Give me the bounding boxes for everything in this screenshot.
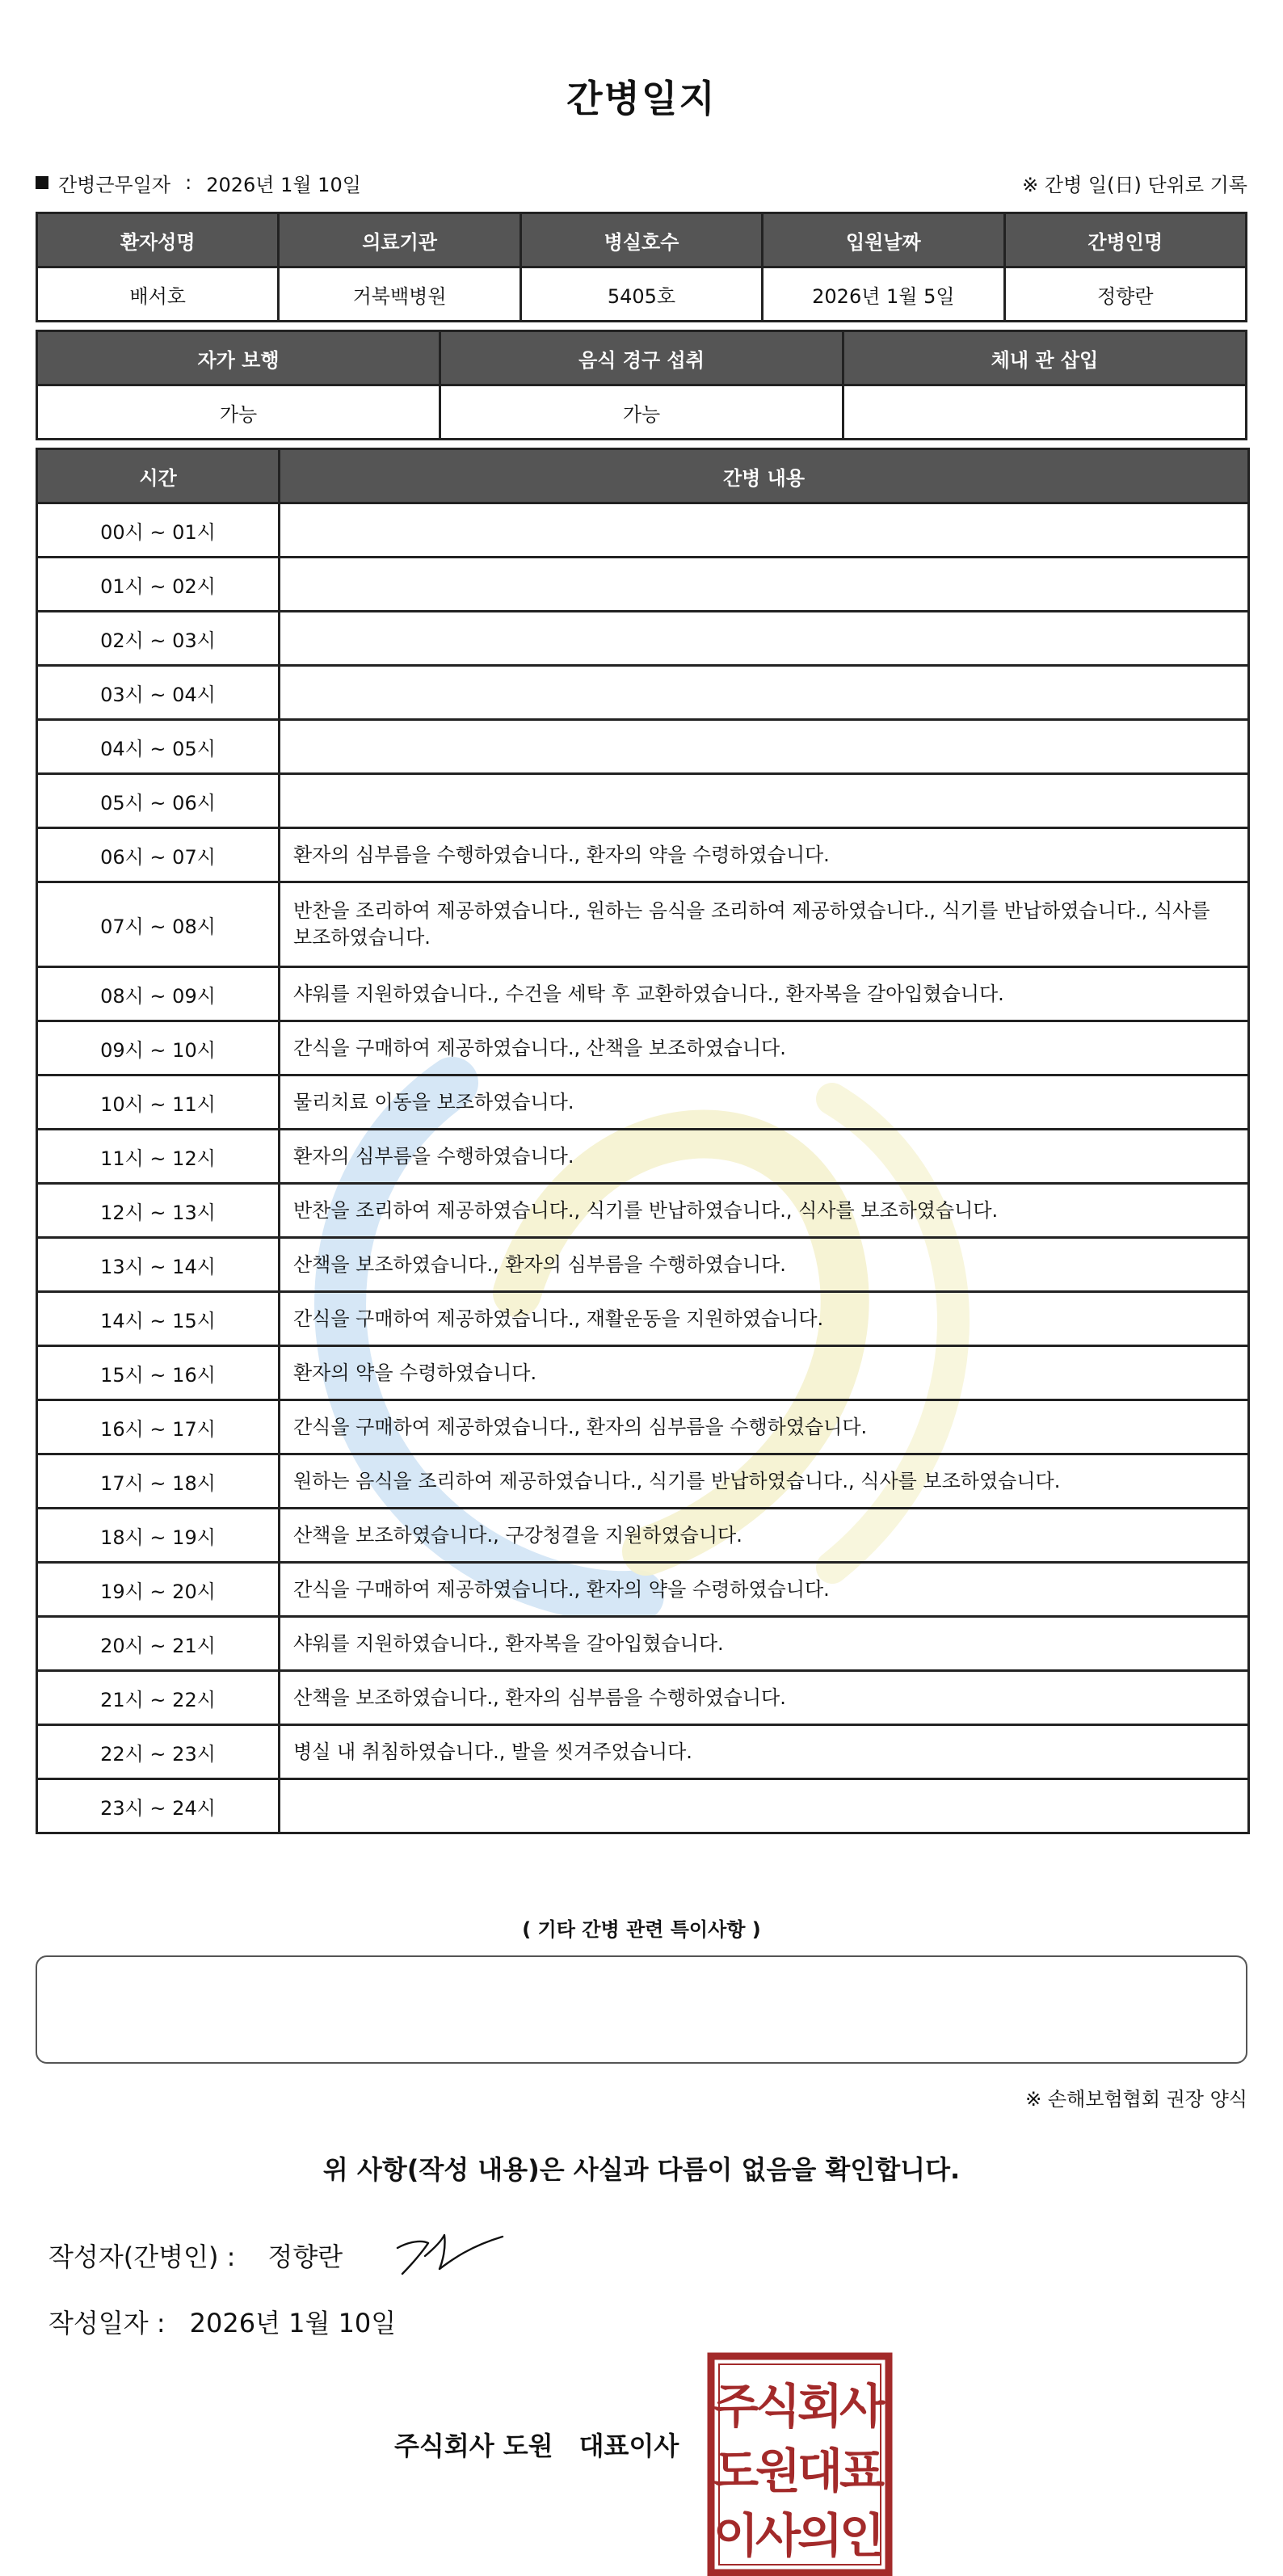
log-row [38, 612, 1250, 667]
header-admission-date: 입원날짜 [763, 214, 1005, 268]
log-row [38, 968, 1250, 1022]
log-time: 10시 ~ 11시 [38, 1076, 280, 1130]
log-content [280, 1780, 1250, 1834]
log-time: 13시 ~ 14시 [38, 1239, 280, 1293]
admission-date: 2026년 1월 5일 [763, 268, 1005, 322]
log-content [280, 667, 1250, 721]
log-content: 물리치료 이동을 보조하였습니다. [280, 1076, 1250, 1130]
log-time: 11시 ~ 12시 [38, 1130, 280, 1185]
header-hospital: 의료기관 [280, 214, 521, 268]
log-time: 08시 ~ 09시 [38, 968, 280, 1022]
log-row [38, 1780, 1250, 1834]
log-row [38, 775, 1250, 829]
log-row [38, 1401, 1250, 1455]
header-time: 시간 [38, 450, 280, 504]
header-walking: 자가 보행 [38, 332, 441, 386]
svg-text:회: 회 [797, 2379, 843, 2434]
log-content: 산책을 보조하였습니다., 환자의 심부름을 수행하였습니다. [280, 1239, 1250, 1293]
log-body [38, 504, 1250, 1834]
log-content: 산책을 보조하였습니다., 구강청결을 지원하였습니다. [280, 1509, 1250, 1564]
work-date-value: 2026년 1월 10일 [206, 173, 361, 196]
log-content: 환자의 심부름을 수행하였습니다., 환자의 약을 수령하였습니다. [280, 829, 1250, 883]
log-content: 간식을 구매하여 제공하였습니다., 산책을 보조하였습니다. [280, 1022, 1250, 1076]
log-content: 간식을 구매하여 제공하였습니다., 환자의 심부름을 수행하였습니다. [280, 1401, 1250, 1455]
notes-box [36, 1955, 1247, 2064]
log-time: 22시 ~ 23시 [38, 1726, 280, 1780]
log-row [38, 1022, 1250, 1076]
patient-info-table [36, 212, 1247, 322]
log-time: 12시 ~ 13시 [38, 1185, 280, 1239]
log-time: 07시 ~ 08시 [38, 883, 280, 968]
writer-label: 작성자(간병인) : [48, 2241, 236, 2272]
log-time: 23시 ~ 24시 [38, 1780, 280, 1834]
log-content: 병실 내 취침하였습니다., 발을 씻겨주었습니다. [280, 1726, 1250, 1780]
written-date-line [48, 2303, 396, 2340]
log-row [38, 504, 1250, 558]
company-seal-stamp [706, 2351, 894, 2576]
log-time: 04시 ~ 05시 [38, 721, 280, 775]
log-content: 간식을 구매하여 제공하였습니다., 재활운동을 지원하였습니다. [280, 1293, 1250, 1347]
log-row [38, 1293, 1250, 1347]
log-content [280, 612, 1250, 667]
svg-text:주: 주 [713, 2379, 759, 2434]
signature-image [393, 2224, 507, 2279]
header-caregiver: 간병인명 [1006, 214, 1247, 268]
log-row [38, 667, 1250, 721]
log-row [38, 883, 1250, 968]
log-time: 02시 ~ 03시 [38, 612, 280, 667]
log-row [38, 1618, 1250, 1672]
log-time: 21시 ~ 22시 [38, 1672, 280, 1726]
log-row [38, 558, 1250, 612]
header-room: 병실호수 [522, 214, 763, 268]
written-date-label: 작성일자 : [48, 2308, 166, 2338]
caregiver-name: 정향란 [1006, 268, 1247, 322]
log-content [280, 504, 1250, 558]
log-content: 간식을 구매하여 제공하였습니다., 환자의 약을 수령하였습니다. [280, 1564, 1250, 1618]
confirmation-statement: 위 사항(작성 내용)은 사실과 다름이 없음을 확인합니다. [322, 2154, 961, 2185]
notes-title: ( 기타 간병 관련 특이사항 ) [522, 1918, 761, 1941]
log-time: 19시 ~ 20시 [38, 1564, 280, 1618]
log-content: 산책을 보조하였습니다., 환자의 심부름을 수행하였습니다. [280, 1672, 1250, 1726]
work-date-label: 간병근무일자 [58, 173, 171, 196]
log-time: 20시 ~ 21시 [38, 1618, 280, 1672]
log-row [38, 1564, 1250, 1618]
page-title: 간병일지 [566, 77, 717, 120]
log-content [280, 558, 1250, 612]
svg-text:식: 식 [755, 2379, 801, 2434]
header-tube: 체내 관 삽입 [844, 332, 1247, 386]
care-log-table [36, 448, 1250, 1834]
patient-value-row [38, 268, 1247, 322]
log-time: 01시 ~ 02시 [38, 558, 280, 612]
log-row [38, 721, 1250, 775]
log-content: 원하는 음식을 조리하여 제공하였습니다., 식기를 반납하였습니다., 식사를 보조하였습니다. [280, 1455, 1250, 1509]
log-row [38, 829, 1250, 883]
room-number: 5405호 [522, 268, 763, 322]
svg-text:의: 의 [797, 2508, 843, 2563]
tube-value [844, 386, 1247, 440]
svg-text:이: 이 [713, 2508, 759, 2563]
log-content: 환자의 약을 수령하였습니다. [280, 1347, 1250, 1401]
log-header-row [38, 450, 1250, 504]
log-content: 반찬을 조리하여 제공하였습니다., 식기를 반납하였습니다., 식사를 보조하였습니다. [280, 1185, 1250, 1239]
status-header-row [38, 332, 1247, 386]
log-time: 05시 ~ 06시 [38, 775, 280, 829]
svg-text:도: 도 [713, 2443, 759, 2498]
svg-text:인: 인 [839, 2508, 885, 2563]
log-time: 14시 ~ 15시 [38, 1293, 280, 1347]
company-title: 대표이사 [578, 2431, 679, 2461]
log-time: 17시 ~ 18시 [38, 1455, 280, 1509]
company-name: 주식회사 도원 [394, 2431, 553, 2461]
svg-text:표: 표 [839, 2443, 885, 2498]
log-time: 18시 ~ 19시 [38, 1509, 280, 1564]
log-time: 06시 ~ 07시 [38, 829, 280, 883]
svg-text:사: 사 [839, 2379, 885, 2434]
oral-intake-value: 가능 [441, 386, 844, 440]
svg-text:원: 원 [755, 2443, 801, 2498]
log-row [38, 1672, 1250, 1726]
header-care-content: 간병 내용 [280, 450, 1250, 504]
work-date-colon: : [185, 171, 192, 194]
log-content: 환자의 심부름을 수행하였습니다. [280, 1130, 1250, 1185]
log-time: 15시 ~ 16시 [38, 1347, 280, 1401]
log-time: 03시 ~ 04시 [38, 667, 280, 721]
log-content [280, 775, 1250, 829]
patient-name: 배서호 [38, 268, 280, 322]
log-row [38, 1185, 1250, 1239]
log-time: 00시 ~ 01시 [38, 504, 280, 558]
header-patient-name: 환자성명 [38, 214, 280, 268]
unit-note: ※ 간병 일(日) 단위로 기록 [1022, 173, 1247, 196]
log-content: 샤워를 지원하였습니다., 수건을 세탁 후 교환하였습니다., 환자복을 갈아입혔습니다. [280, 968, 1250, 1022]
log-content: 샤워를 지원하였습니다., 환자복을 갈아입혔습니다. [280, 1618, 1250, 1672]
log-row [38, 1509, 1250, 1564]
recommend-note: ※ 손해보험협회 권장 양식 [1025, 2088, 1247, 2111]
written-date-value: 2026년 1월 10일 [189, 2308, 397, 2338]
writer-line [48, 2237, 343, 2274]
log-row [38, 1347, 1250, 1401]
writer-name: 정향란 [267, 2241, 343, 2272]
log-row [38, 1726, 1250, 1780]
patient-status-table [36, 330, 1247, 440]
company-line [394, 2426, 679, 2463]
log-row [38, 1076, 1250, 1130]
log-row [38, 1130, 1250, 1185]
log-row [38, 1455, 1250, 1509]
walking-value: 가능 [38, 386, 441, 440]
log-content: 반찬을 조리하여 제공하였습니다., 원하는 음식을 조리하여 제공하였습니다., 식기를 반납하였습니다., 식사를 보조하였습니다. [280, 883, 1250, 968]
square-bullet-icon [36, 176, 48, 189]
status-value-row [38, 386, 1247, 440]
log-time: 16시 ~ 17시 [38, 1401, 280, 1455]
patient-header-row [38, 214, 1247, 268]
svg-text:대: 대 [797, 2443, 843, 2498]
log-row [38, 1239, 1250, 1293]
log-content [280, 721, 1250, 775]
log-time: 09시 ~ 10시 [38, 1022, 280, 1076]
work-date [36, 169, 361, 197]
meta-row [36, 168, 1247, 197]
svg-text:사: 사 [755, 2508, 801, 2563]
header-oral-intake: 음식 경구 섭취 [441, 332, 844, 386]
hospital-name: 거북백병원 [280, 268, 521, 322]
